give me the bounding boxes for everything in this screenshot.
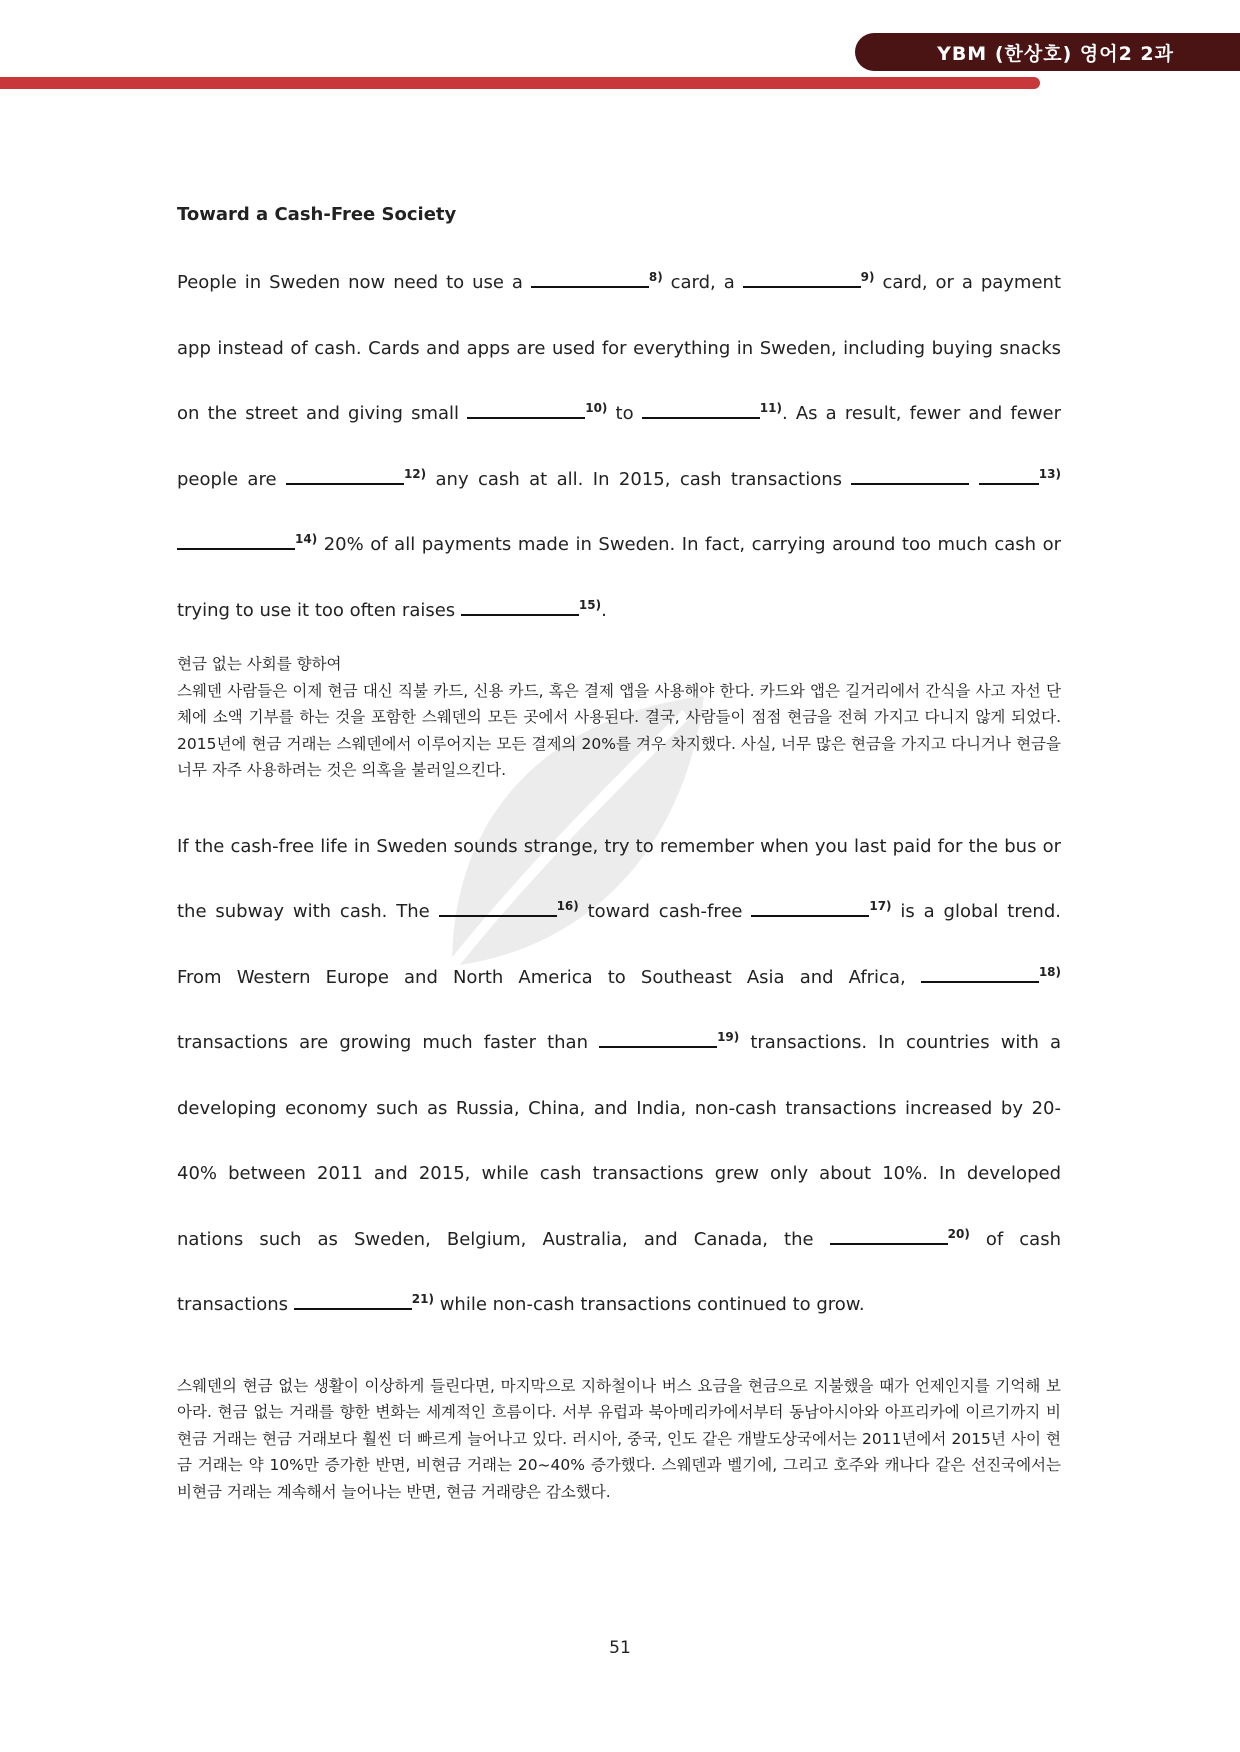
- blank-number: 10): [585, 401, 608, 415]
- blank-18[interactable]: [921, 963, 1039, 983]
- passage-text: 20% of all payments made in Sweden. In fact, carrying around too much cash or trying to use it too often raises: [177, 534, 1061, 621]
- translation-1-body: 스웨덴 사람들은 이제 현금 대신 직불 카드, 신용 카드, 혹은 결제 앱을 사용해야 한다. 카드와 앱은 길거리에서 간식을 사고 자선 단체에 소액 기부를 하는 것을 포함한 스웨덴의 모든 곳에서 사용된다. 결국, 사람들이 점점 현금을 전혀 가지고 다니지 않게 되었다. 2015년에 현금 거래는 스웨덴에서 이루어지는 모든 결제의 20%를 겨우 차지했다. 사실, 너무 많은 현금을 가지고 다니거나 현금을 너무 자주 사용하려는 것은 의혹을 불러일으킨다.: [177, 681, 1061, 779]
- passage-text: transactions are growing much faster than: [177, 1032, 600, 1053]
- blank-10[interactable]: [467, 399, 585, 419]
- blank-14[interactable]: [177, 530, 295, 550]
- blank-8[interactable]: [531, 268, 649, 288]
- passage-text: card, or a payment app instead of cash. Cards and apps are used for everything in Sweden, including buying snacks on the street and giving small: [177, 272, 1062, 424]
- blank-15[interactable]: [461, 596, 579, 616]
- passage-text: If the cash-free life in Sweden sounds strange, try to remember when you last paid for the bus or the subway with cash. The: [177, 835, 1061, 922]
- blank-number: 15): [578, 597, 602, 612]
- blank-number: 21): [411, 1292, 434, 1306]
- content: [177, 200, 1061, 1505]
- blank-number: 11): [759, 401, 782, 415]
- passage-text: transactions. In countries with a developing economy such as Russia, China, and India, non-cash transactions increased by 20-40% between 2011 and 2015, while cash transactions grew only about 10%. In developed nations such as Sweden, Belgium, Australia, and Canada, the: [177, 1032, 1061, 1250]
- passage-1: [177, 250, 1061, 643]
- blank-16[interactable]: [439, 897, 557, 917]
- blank-21[interactable]: [294, 1290, 412, 1310]
- page-number: 51: [609, 1638, 631, 1658]
- passage-text: to: [607, 403, 642, 424]
- passage-text: while non-cash transactions continued to grow.: [433, 1294, 865, 1315]
- blank-number: 8): [648, 270, 663, 284]
- translation-2-body: 스웨덴의 현금 없는 생활이 이상하게 들린다면, 마지막으로 지하철이나 버스 요금을 현금으로 지불했을 때가 언제인지를 기억해 보아라. 현금 없는 거래를 향한 변화는 세계적인 흐름이다. 서부 유럽과 북아메리카에서부터 동남아시아와 아프리카에 이르기까지 비현금 거래는 현금 거래보다 훨씬 더 빠르게 늘어나고 있다. 러시아, 중국, 인도 같은 개발도상국에서는 2011년에서 2015년 사이 현금 거래는 약 10%만 증가한 반면, 비현금 거래는 20~40% 증가했다. 스웨덴과 벨기에, 그리고 호주와 캐나다 같은 선진국에서는 비현금 거래는 계속해서 늘어나는 반면, 현금 거래량은 감소했다.: [177, 1376, 1061, 1501]
- passage-text: People in Sweden now need to use a: [177, 272, 531, 293]
- blank-20[interactable]: [830, 1225, 948, 1245]
- blank-number: 13): [1038, 466, 1061, 481]
- blank-number: 18): [1038, 964, 1061, 979]
- blank-13a[interactable]: [851, 465, 969, 485]
- blank-number: 12): [403, 466, 427, 481]
- passage-text: toward cash-free: [578, 901, 752, 922]
- blank-19[interactable]: [599, 1028, 717, 1048]
- blank-number: 19): [717, 1030, 740, 1044]
- blank-number: 16): [556, 899, 579, 913]
- passage-2: [177, 814, 1061, 1338]
- passage-text: of cash transactions: [177, 1228, 1061, 1315]
- blank-17[interactable]: [751, 897, 869, 917]
- translation-1-heading: 현금 없는 사회를 향하여: [177, 655, 342, 673]
- blank-number: 20): [947, 1226, 970, 1241]
- passage-text: card, a: [662, 272, 743, 293]
- blank-number: 14): [295, 532, 318, 546]
- blank-number: 9): [860, 270, 875, 284]
- translation-1: [177, 651, 1061, 784]
- section-title: Toward a Cash-Free Society: [177, 204, 457, 225]
- passage-text: is a global trend. From Western Europe and North America to Southeast Asia and Africa,: [177, 901, 1061, 988]
- blank-12[interactable]: [286, 465, 404, 485]
- header-bar: [0, 77, 1040, 89]
- passage-text: .: [601, 599, 607, 621]
- translation-2: [177, 1373, 1061, 1506]
- header-tab: [855, 33, 1240, 71]
- blank-number: 17): [869, 899, 892, 913]
- blank-9[interactable]: [743, 268, 861, 288]
- blank-11[interactable]: [642, 399, 760, 419]
- passage-text: any cash at all. In 2015, cash transactions: [426, 468, 852, 490]
- header-title: YBM (한상호) 영어2 2과: [937, 42, 1174, 65]
- blank-13b[interactable]: [979, 465, 1039, 485]
- passage-text: . As a result, fewer and fewer people are: [177, 403, 1062, 490]
